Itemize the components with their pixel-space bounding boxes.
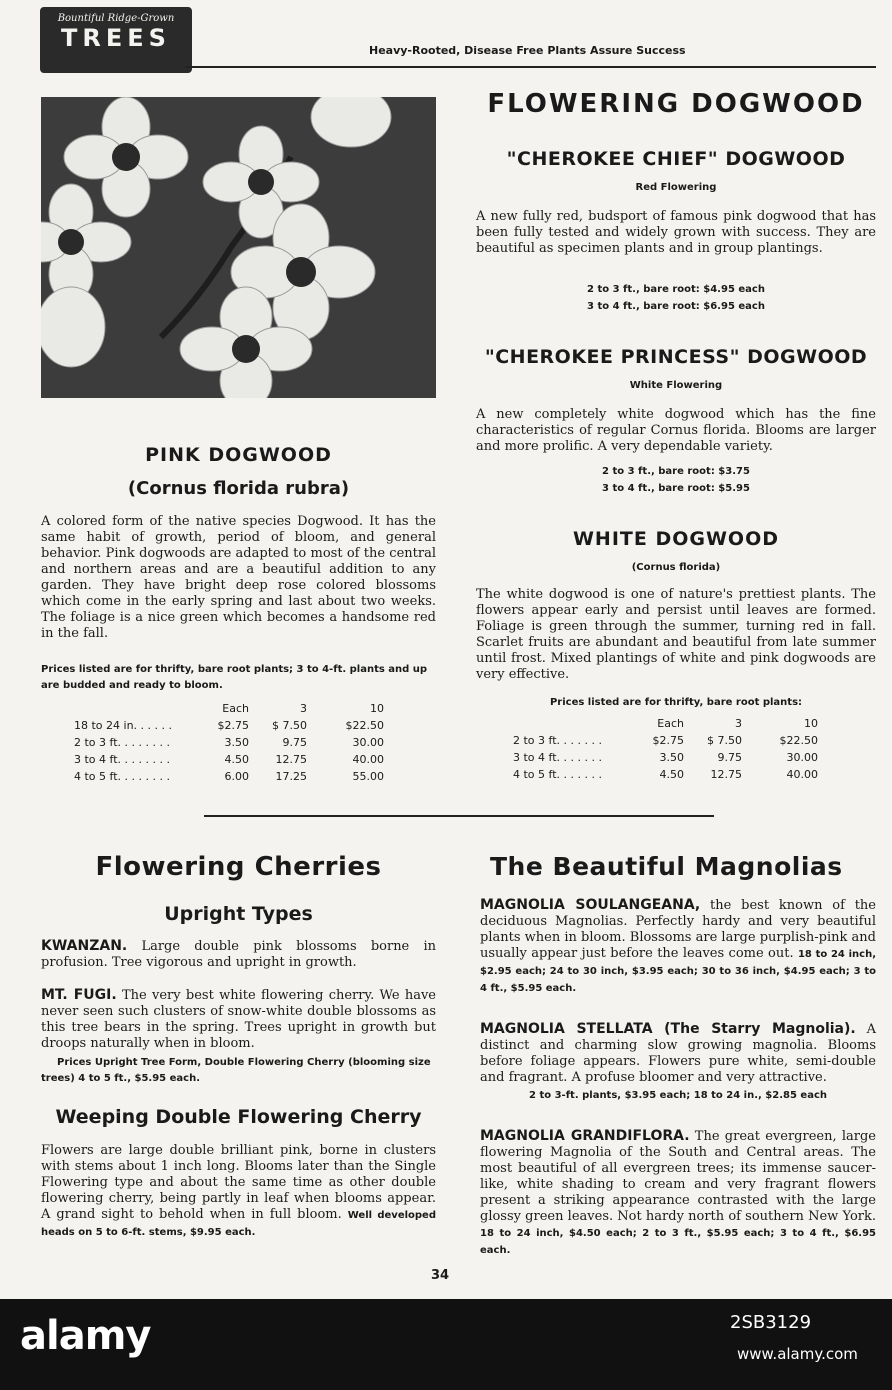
kwanzan-lead: KWANZAN.	[41, 938, 128, 954]
page-number: 34	[431, 1268, 450, 1283]
row-size: 18 to 24 in. . . . . .	[74, 719, 173, 732]
row-each: 6.00	[224, 770, 249, 783]
cherokee-princess-subtitle: White Flowering	[629, 380, 723, 391]
table-row	[513, 766, 818, 783]
cherokee-chief-title: "CHEROKEE CHIEF" DOGWOOD	[506, 148, 846, 170]
watermark-image-id: 2SB3129	[730, 1312, 812, 1333]
upright-types-heading: Upright Types	[164, 903, 313, 925]
row-3: $ 7.50	[707, 734, 742, 747]
table-row	[74, 768, 384, 785]
row-each: 3.50	[659, 751, 684, 764]
col-10: 10	[804, 717, 818, 730]
grandiflora-entry	[480, 1128, 876, 1259]
row-size: 3 to 4 ft. . . . . . . .	[74, 753, 170, 766]
mt-fugi-lead: MT. FUGI.	[41, 987, 117, 1003]
row-3: 9.75	[282, 736, 307, 749]
weeping-cherry-entry	[41, 1143, 436, 1241]
row-3: 9.75	[717, 751, 742, 764]
cherokee-chief-price-1: 2 to 3 ft., bare root: $4.95 each	[587, 284, 765, 295]
row-each: $2.75	[652, 734, 684, 747]
weeping-cherry-body: Flowers are large double brilliant pink, borne in clusters with stems about 1 inch long. Blooms later than the Single Flowering type and about the same time as other double flowering cherry, being partly in leaf when blooms appear. A grand sight to behold when in full bloom.	[41, 1143, 436, 1222]
dogwood-photo	[41, 97, 436, 398]
row-10: $22.50	[345, 719, 384, 732]
col-each: Each	[222, 702, 249, 715]
white-dogwood-title: WHITE DOGWOOD	[572, 528, 780, 550]
cherokee-princess-price-2: 3 to 4 ft., bare root: $5.95	[602, 483, 750, 494]
grandiflora-lead: MAGNOLIA GRANDIFLORA.	[480, 1128, 690, 1144]
cherokee-chief-description: A new fully red, budsport of famous pink dogwood that has been fully tested and widely grown with success. They are beautiful as specimen plants and in group plantings.	[476, 209, 876, 256]
cherokee-princess-title: "CHEROKEE PRINCESS" DOGWOOD	[484, 346, 868, 368]
row-each: 3.50	[224, 736, 249, 749]
col-10: 10	[370, 702, 384, 715]
soulangeana-entry	[480, 897, 876, 997]
header-rule	[186, 66, 876, 68]
row-10: 30.00	[786, 751, 818, 764]
row-each: 4.50	[224, 753, 249, 766]
white-dogwood-note: Prices listed are for thrifty, bare root plants:	[549, 697, 803, 708]
cherries-title: Flowering Cherries	[95, 852, 382, 882]
kwanzan-entry	[41, 938, 436, 971]
table-row	[74, 751, 384, 768]
mt-fugi-entry	[41, 987, 436, 1052]
weeping-cherry-title: Weeping Double Flowering Cherry	[55, 1106, 422, 1128]
table-row	[74, 717, 384, 734]
row-size: 4 to 5 ft. . . . . . .	[513, 768, 602, 781]
table-row	[513, 732, 818, 749]
soulangeana-price: 18 to 24 inch, $2.95 each; 24 to 30 inch, $3.95 each; 30 to 36 inch, $4.95 each; 3 to 4 ft., $5.95 each.	[480, 949, 876, 994]
row-10: 40.00	[786, 768, 818, 781]
grandiflora-body: The great evergreen, large flowering Magnolia of the South and Central areas. The most beautiful of all evergreen trees; its immense saucer-like, white shading to cream and very fragrant flowers present a striking appearance contrasted with the large glossy green leaves. Not hardy north of southern New York.	[480, 1129, 876, 1224]
header-tagline: Heavy-Rooted, Disease Free Plants Assure Success	[369, 44, 686, 57]
weeping-cherry-price: Well developed heads on 5 to 6-ft. stems, $9.95 each.	[41, 1210, 436, 1238]
stellata-lead: MAGNOLIA STELLATA (The Starry Magnolia).	[480, 1021, 856, 1037]
cherokee-princess-price-1: 2 to 3 ft., bare root: $3.75	[602, 466, 750, 477]
row-10: 55.00	[352, 770, 384, 783]
watermark-url: www.alamy.com	[737, 1345, 858, 1363]
stellata-price: 2 to 3-ft. plants, $3.95 each; 18 to 24 in., $2.85 each	[529, 1090, 827, 1101]
kwanzan-body: Large double pink blossoms borne in profusion. Tree vigorous and upright in growth.	[41, 939, 436, 970]
white-dogwood-subtitle: (Cornus florida)	[631, 562, 721, 573]
soulangeana-lead: MAGNOLIA SOULANGEANA,	[480, 897, 701, 913]
table-header-row	[513, 715, 818, 732]
cherokee-princess-description: A new completely white dogwood which has the fine characteristics of regular Cornus florida. Blooms are larger and more prolific. A very dependable variety.	[476, 407, 876, 454]
logo-line2: TREES	[61, 24, 171, 52]
mt-fugi-body: The very best white flowering cherry. We have never seen such clusters of snow-white double blossoms as this tree bears in the spring. Trees upright in growth but droops naturally when in bloom.	[41, 988, 436, 1051]
row-10: $22.50	[779, 734, 818, 747]
white-dogwood-description: The white dogwood is one of nature's prettiest plants. The flowers appear early and persist until leaves are formed. Foliage is green through the summer, turning red in fall. Scarlet fruits are abundant and beautiful from late summer until frost. Mixed plantings of white and pink dogwoods are very effective.	[476, 587, 876, 682]
magnolias-title: The Beautiful Magnolias	[490, 852, 843, 881]
row-size: 4 to 5 ft. . . . . . . .	[74, 770, 170, 783]
dogwood-blossoms-image	[41, 97, 436, 398]
soulangeana-body: the best known of the deciduous Magnolias. Perfectly hardy and very beautiful plants when in bloom. Blossoms are large purplish-pink and usually appear just before the leaves come out.	[480, 898, 877, 961]
cherokee-chief-price-2: 3 to 4 ft., bare root: $6.95 each	[587, 301, 765, 312]
cherokee-chief-subtitle: Red Flowering	[635, 182, 717, 193]
flowering-dogwood-title: FLOWERING DOGWOOD	[487, 89, 865, 119]
row-size: 2 to 3 ft. . . . . . .	[513, 734, 602, 747]
pink-dogwood-note: Prices listed are for thrifty, bare root plants; 3 to 4-ft. plants and up are budded and ready to bloom.	[41, 664, 428, 691]
logo-line1: Bountiful Ridge-Grown	[57, 13, 175, 24]
pink-dogwood-price-table	[74, 700, 384, 785]
row-3: $ 7.50	[272, 719, 307, 732]
stellata-entry	[480, 1021, 876, 1086]
table-row	[74, 734, 384, 751]
pink-dogwood-subtitle: (Cornus florida rubra)	[127, 478, 350, 499]
row-10: 40.00	[352, 753, 384, 766]
table-header-row	[74, 700, 384, 717]
pink-dogwood-description: A colored form of the native species Dogwood. It has the same habit of growth, period of bloom, and general behavior. Pink dogwoods are adapted to most of the central and northern areas and are a beautiful addition to any garden. They have bright deep rose colored blossoms which come in the early spring and last about two weeks. The foliage is a nice green which becomes a handsome red in the fall.	[41, 514, 436, 641]
col-3: 3	[735, 717, 742, 730]
row-each: 4.50	[659, 768, 684, 781]
watermark-logo: alamy	[20, 1313, 151, 1359]
row-each: $2.75	[217, 719, 249, 732]
upright-price: Prices Upright Tree Form, Double Flowering Cherry (blooming size trees) 4 to 5 ft., $5.95 each.	[41, 1057, 431, 1084]
col-each: Each	[657, 717, 684, 730]
row-size: 2 to 3 ft. . . . . . . .	[74, 736, 170, 749]
row-10: 30.00	[352, 736, 384, 749]
table-row	[513, 749, 818, 766]
trees-logo	[40, 7, 192, 73]
grandiflora-price: 18 to 24 inch, $4.50 each; 2 to 3 ft., $5.95 each; 3 to 4 ft., $6.95 each.	[480, 1228, 876, 1256]
row-3: 12.75	[275, 753, 307, 766]
row-3: 12.75	[710, 768, 742, 781]
section-divider	[204, 815, 714, 817]
col-3: 3	[300, 702, 307, 715]
pink-dogwood-title: PINK DOGWOOD	[145, 444, 332, 466]
row-3: 17.25	[275, 770, 307, 783]
stellata-body: A distinct and charming slow growing magnolia. Blooms before foliage appears. Flowers pure white, semi-double and fragrant. A profuse bloomer and very attractive.	[480, 1022, 876, 1085]
row-size: 3 to 4 ft. . . . . . .	[513, 751, 602, 764]
white-dogwood-price-table	[513, 715, 818, 783]
